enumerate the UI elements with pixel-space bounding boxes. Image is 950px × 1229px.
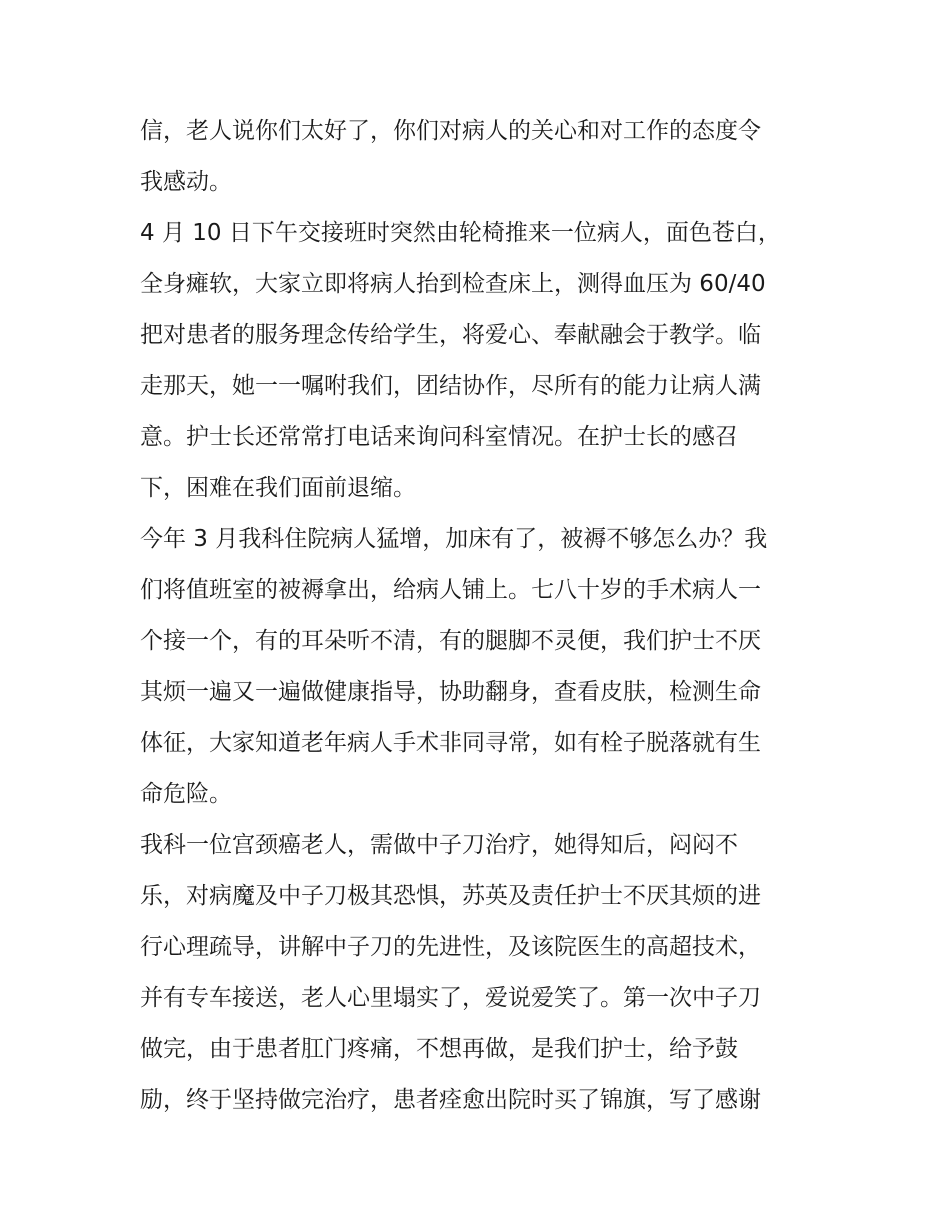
text-line: 下，困难在我们面前退缩。 [140, 475, 416, 501]
text-line: 把对患者的服务理念传给学生，将爱心、奉献融会于教学。临 [140, 322, 761, 348]
text-line: 命危险。 [140, 781, 232, 807]
text-line: 体征，大家知道老年病人手术非同寻常，如有栓子脱落就有生 [140, 730, 761, 756]
text-line: 乐，对病魔及中子刀极其恐惧，苏英及责任护士不厌其烦的进 [140, 883, 761, 909]
text-line: 4 月 10 日下午交接班时突然由轮椅推来一位病人，面色苍白， [140, 220, 781, 246]
text-line: 我科一位宫颈癌老人，需做中子刀治疗，她得知后，闷闷不 [140, 832, 738, 858]
text-line: 我感动。 [140, 169, 232, 195]
text-line: 励，终于坚持做完治疗，患者痊愈出院时买了锦旗，写了感谢 [140, 1087, 761, 1113]
body-text [140, 106, 820, 1126]
text-line: 今年 3 月我科住院病人猛增，加床有了，被褥不够怎么办？我 [140, 526, 768, 552]
text-line: 个接一个，有的耳朵听不清，有的腿脚不灵便，我们护士不厌 [140, 628, 761, 654]
text-line: 意。护士长还常常打电话来询问科室情况。在护士长的感召 [140, 424, 738, 450]
text-line: 行心理疏导，讲解中子刀的先进性，及该院医生的高超技术， [140, 934, 761, 960]
text-line: 信，老人说你们太好了，你们对病人的关心和对工作的态度令 [140, 118, 761, 144]
text-line: 全身瘫软，大家立即将病人抬到检查床上，测得血压为 60/40 [140, 271, 766, 297]
text-line: 其烦一遍又一遍做健康指导，协助翻身，查看皮肤，检测生命 [140, 679, 761, 705]
text-line: 并有专车接送，老人心里塌实了，爱说爱笑了。第一次中子刀 [140, 985, 761, 1011]
text-line: 做完，由于患者肛门疼痛，不想再做，是我们护士，给予鼓 [140, 1036, 738, 1062]
text-line: 们将值班室的被褥拿出，给病人铺上。七八十岁的手术病人一 [140, 577, 761, 603]
text-line: 走那天，她一一嘱咐我们，团结协作，尽所有的能力让病人满 [140, 373, 761, 399]
